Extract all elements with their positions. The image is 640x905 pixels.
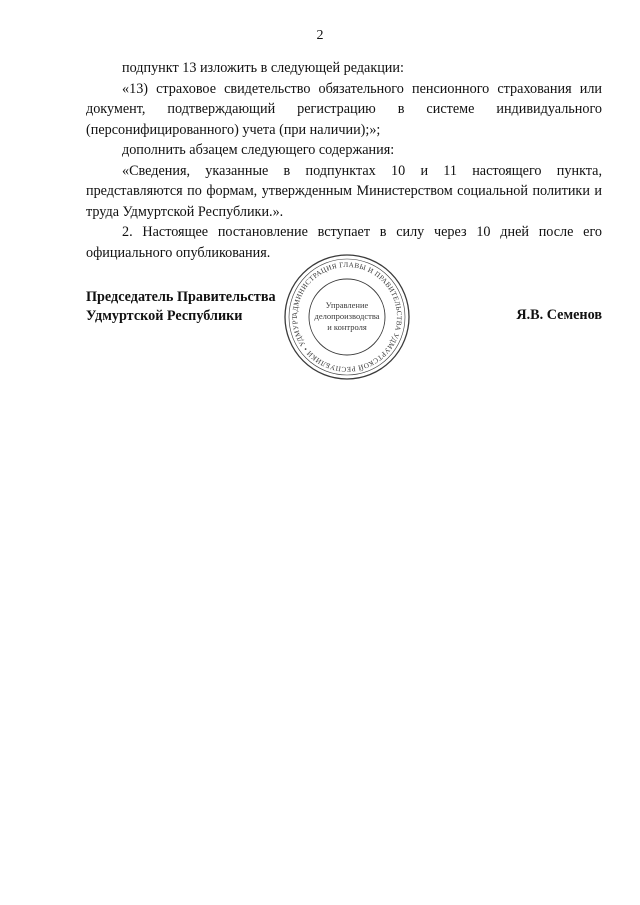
signatory-title-line2: Удмуртской Республики — [86, 308, 243, 324]
seal-graphic — [282, 252, 412, 382]
signatory-name: Я.В. Семенов — [516, 307, 602, 323]
paragraph-4: «Сведения, указанные в подпунктах 10 и 11 настоящего пункта, представляются по формам, утвержденным Министерством социальной политики и труда Удмуртской Республики.». — [86, 162, 602, 220]
paragraph-3: дополнить абзацем следующего содержания: — [122, 142, 395, 158]
signatory-title — [86, 288, 276, 326]
seal-center-line1: Управление — [325, 300, 369, 310]
paragraph-5: 2. Настоящее постановление вступает в силу через 10 дней после его официального опубликования. — [86, 224, 602, 261]
signatory-title-line1: Председатель Правительства — [86, 289, 276, 305]
document-body — [86, 58, 602, 263]
page-number: 2 — [316, 28, 324, 43]
seal-center-line2: делопроизводства — [314, 311, 380, 321]
paragraph-1: подпункт 13 изложить в следующей редакции: — [122, 60, 404, 76]
seal-center-line3: и контроля — [327, 322, 367, 332]
official-seal — [282, 252, 412, 382]
seal-ring-text: АДМИНИСТРАЦИЯ ГЛАВЫ И ПРАВИТЕЛЬСТВА УДМУРТСКОЙ РЕСПУБЛИКИ • УДМУРТ — [290, 260, 404, 374]
paragraph-2: «13) страховое свидетельство обязательного пенсионного страхования или документ, подтверждающий регистрацию в системе индивидуального (персонифицированного) учета (при наличии);»; — [86, 80, 602, 138]
